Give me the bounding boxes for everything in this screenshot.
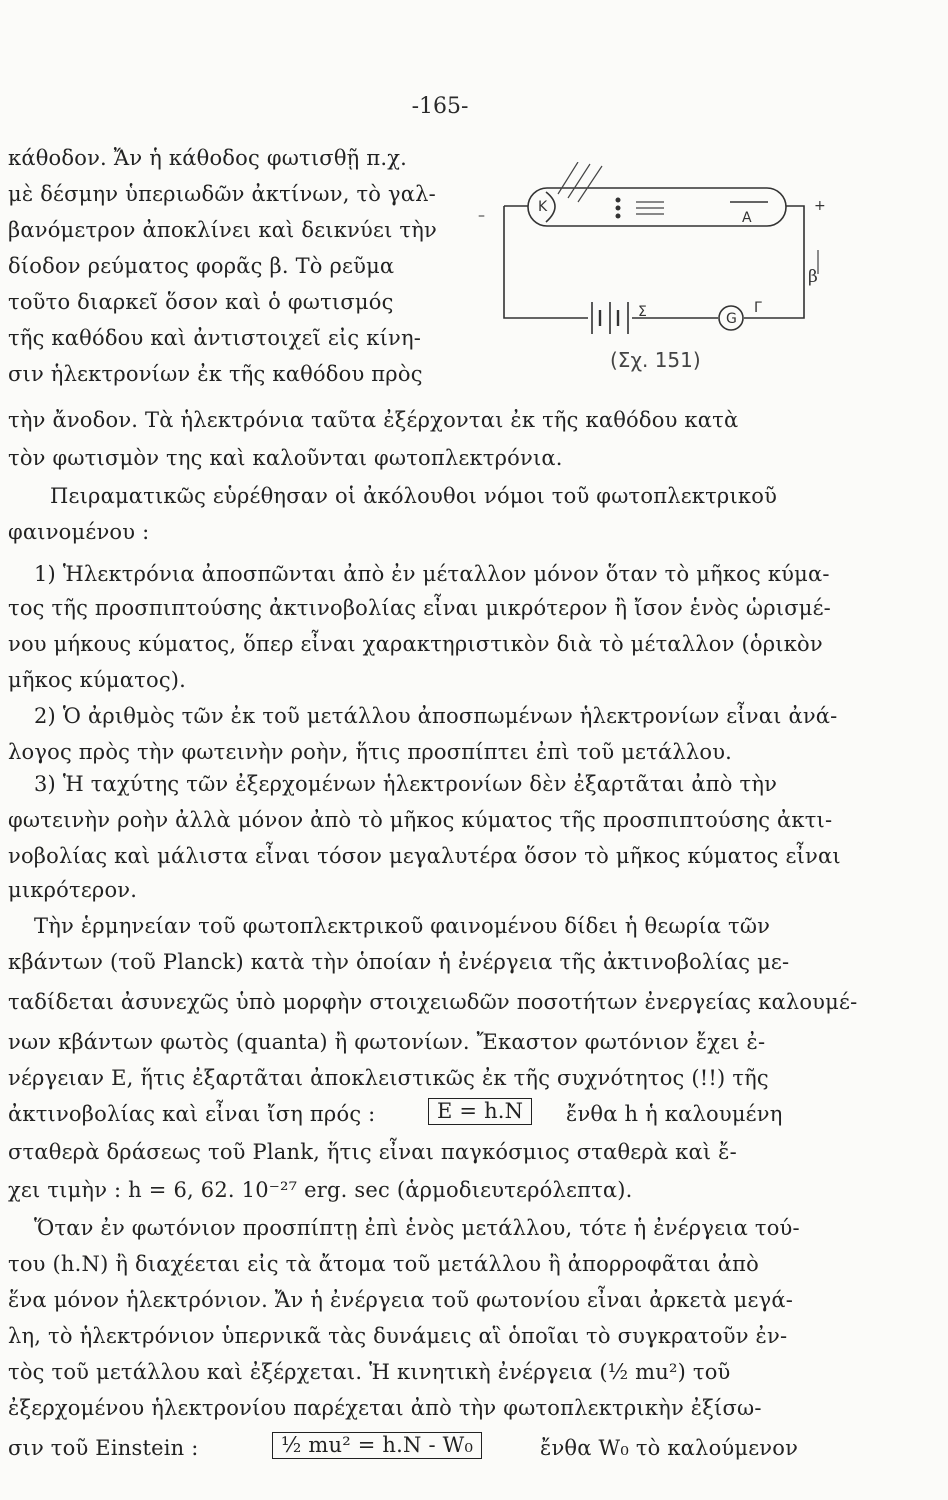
- page-number: -165-: [411, 94, 469, 119]
- light-ray: [558, 162, 578, 194]
- text-line: νέργειαν E, ἥτις ἐξαρτᾶται ἀποκλειστικῶς ἐκ τῆς συχνότητος (!!) τῆς: [8, 1066, 769, 1090]
- text-line: κάθοδον. Ἄν ἡ κάθοδος φωτισθῇ π.χ.: [8, 146, 408, 170]
- text-line: νων κβάντων φωτὸς (quanta) ἢ φωτονίων. Ἔκαστον φωτόνιον ἔχει ἐ-: [8, 1030, 766, 1054]
- beta-label: β: [808, 267, 818, 287]
- wire-left: [504, 206, 588, 318]
- text-line: ἐξερχομένου ἡλεκτρονίου παρέχεται ἀπὸ τὴν φωτοπλεκτρικὴν ἐξίσω-: [8, 1396, 762, 1420]
- electron-dot: [616, 214, 621, 219]
- text-line: φαινομένου :: [8, 520, 150, 544]
- text-line: τὸς τοῦ μετάλλου καὶ ἐξέρχεται. Ἡ κινητικὴ ἐνέργεια (½ mu²) τοῦ: [8, 1360, 731, 1384]
- equation-box: [272, 1432, 482, 1459]
- text-line: λη, τὸ ἡλεκτρόνιον ὑπερνικᾶ τὰς δυνάμεις αἳ ὁποῖαι τὸ συγκρατοῦν ἐν-: [8, 1324, 788, 1348]
- text-line: 2) Ὁ ἀριθμὸς τῶν ἐκ τοῦ μετάλλου ἀποσπωμένων ἡλεκτρονίων εἶναι ἀνά-: [34, 704, 838, 728]
- text-line: του (h.N) ἢ διαχέεται εἰς τὰ ἄτομα τοῦ μετάλλου ἢ ἀπορροφᾶται ἀπὸ: [8, 1252, 759, 1276]
- einstein-equation: ½ mu² = h.N - W₀: [272, 1432, 482, 1459]
- text-line: βανόμετρον ἀποκλίνει καὶ δεικνύει τὴν: [8, 218, 437, 242]
- text-line: 1) Ἡλεκτρόνια ἀποσπῶνται ἀπὸ ἐν μέταλλον μόνον ὅταν τὸ μῆκος κύμα-: [34, 562, 830, 586]
- text-line: τος τῆς προσπιπτούσης ἀκτινοβολίας εἶναι μικρότερον ἢ ἴσον ἑνὸς ὡρισμέ-: [8, 596, 831, 620]
- text-line: τὸν φωτισμὸν της καὶ καλοῦνται φωτοπλεκτρόνια.: [8, 446, 563, 470]
- photocell-circuit-diagram: [468, 162, 828, 340]
- text-line: δίοδον ρεύματος φορᾶς β. Τὸ ρεῦμα: [8, 254, 395, 278]
- galvanometer-label: G: [726, 311, 737, 327]
- figure-caption: (Σχ. 151): [610, 348, 701, 372]
- text-line: ἀκτινοβολίας καὶ εἶναι ἴση πρός :: [8, 1102, 376, 1126]
- text-line: 3) Ἡ ταχύτης τῶν ἐξερχομένων ἡλεκτρονίων δὲν ἐξαρτᾶται ἀπὸ τὴν: [34, 772, 778, 796]
- text-line: τοῦτο διαρκεῖ ὅσον καὶ ὁ φωτισμός: [8, 290, 394, 314]
- text-line: φωτεινὴν ροὴν ἀλλὰ μόνον ἀπὸ τὸ μῆκος κύματος τῆς προσπιπτούσης ἀκτι-: [8, 808, 833, 832]
- text-line: τὴν ἄνοδον. Τὰ ἡλεκτρόνια ταῦτα ἐξέρχονται ἐκ τῆς καθόδου κατὰ: [8, 408, 739, 432]
- text-line: σιν ἡλεκτρονίων ἐκ τῆς καθόδου πρὸς: [8, 362, 423, 386]
- text-line: Τὴν ἑρμηνείαν τοῦ φωτοπλεκτρικοῦ φαινομένου δίδει ἡ θεωρία τῶν: [34, 914, 771, 938]
- electron-dot: [616, 198, 621, 203]
- light-ray: [578, 166, 602, 202]
- cathode-plate: [546, 192, 555, 222]
- text-line: τῆς καθόδου καὶ ἀντιστοιχεῖ εἰς κίνη-: [8, 326, 422, 350]
- text-line: κβάντων (τοῦ Planck) κατὰ τὴν ὁποίαν ἡ ἐνέργεια τῆς ἀκτινοβολίας με-: [8, 950, 790, 974]
- text-line: Ὅταν ἐν φωτόνιον προσπίπτῃ ἐπὶ ἑνὸς μετάλλου, τότε ἡ ἐνέργεια τού-: [34, 1216, 800, 1240]
- electron-dot: [616, 206, 621, 211]
- minus-label: –: [478, 208, 485, 224]
- text-line: χει τιμὴν : h = 6, 62. 10⁻²⁷ erg. sec (ἁρμοδιευτερόλεπτα).: [8, 1178, 633, 1202]
- text-line: λογος πρὸς τὴν φωτεινὴν ροὴν, ἥτις προσπίπτει ἐπὶ τοῦ μετάλλου.: [8, 740, 733, 764]
- text-line: νοβολίας καὶ μάλιστα εἶναι τόσον μεγαλυτέρα ὅσον τὸ μῆκος κύματος εἶναι: [8, 844, 841, 868]
- text-line: ἔνθα W₀ τὸ καλούμενον: [540, 1436, 799, 1460]
- text-line: μῆκος κύματος).: [8, 668, 187, 692]
- battery-label: Σ: [638, 304, 647, 320]
- text-line: νου μήκους κύματος, ὅπερ εἶναι χαρακτηριστικὸν διὰ τὸ μέταλλον (ὁρικὸν: [8, 632, 823, 656]
- wire-right: [744, 206, 804, 318]
- text-line: μικρότερον.: [8, 878, 138, 902]
- cathode-label: K: [538, 199, 548, 215]
- text-line: ἔνθα h ἡ καλουμένη: [566, 1102, 783, 1126]
- equation-box: [428, 1098, 532, 1125]
- text-line: ταδίδεται ἀσυνεχῶς ὑπὸ μορφὴν στοιχειωδῶν ποσοτήτων ἐνεργείας καλουμέ-: [8, 990, 858, 1014]
- light-ray: [568, 164, 590, 198]
- text-line: σιν τοῦ Einstein :: [8, 1436, 199, 1460]
- gamma-label: Γ: [754, 300, 762, 316]
- plus-label: +: [814, 198, 826, 214]
- photon-energy-formula: E = h.N: [428, 1098, 532, 1125]
- text-line: σταθερὰ δράσεως τοῦ Plank, ἥτις εἶναι παγκόσμιος σταθερὰ καὶ ἔ-: [8, 1140, 737, 1164]
- text-line: μὲ δέσμην ὑπεριωδῶν ἀκτίνων, τὸ γαλ-: [8, 182, 436, 206]
- anode-label: A: [742, 210, 752, 226]
- text-line: ἕνα μόνον ἡλεκτρόνιον. Ἄν ἡ ἐνέργεια τοῦ φωτονίου εἶναι ἀρκετὰ μεγά-: [8, 1288, 793, 1312]
- text-line: Πειραματικῶς εὑρέθησαν οἱ ἀκόλουθοι νόμοι τοῦ φωτοπλεκτρικοῦ: [50, 484, 778, 508]
